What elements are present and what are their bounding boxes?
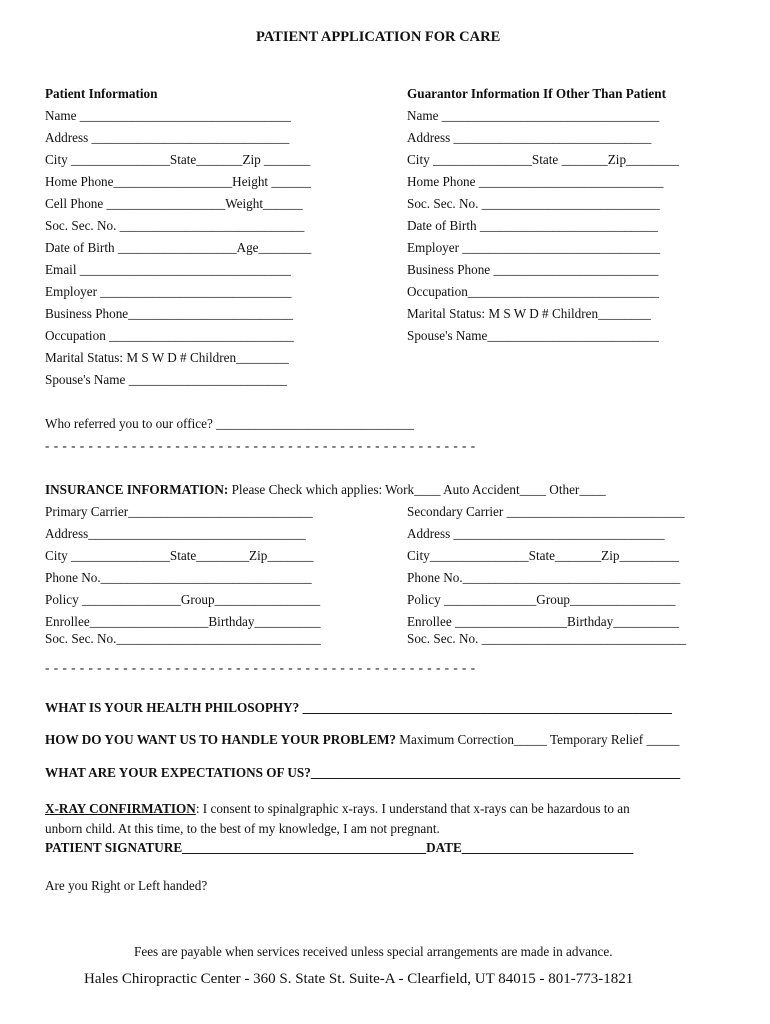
- handedness-question[interactable]: Are you Right or Left handed?: [45, 878, 208, 893]
- guarantor-employer-field[interactable]: Employer ______________________________: [407, 240, 661, 255]
- patient-cell-phone-weight-field[interactable]: Cell Phone __________________Weight______: [45, 196, 303, 211]
- primary-city-state-zip-field[interactable]: City _______________State________Zip_______: [45, 548, 314, 563]
- patient-city-state-zip-field[interactable]: City _______________State_______Zip _______: [45, 152, 311, 167]
- guarantor-spouse-name-field[interactable]: Spouse's Name__________________________: [407, 328, 659, 343]
- referral-field[interactable]: Who referred you to our office? ______________________________: [45, 416, 414, 431]
- clinic-address-footer: Hales Chiropractic Center - 360 S. State St. Suite-A - Clearfield, UT 84015 - 801-773-1821: [84, 971, 634, 987]
- secondary-city-state-zip-field[interactable]: City_______________State_______Zip_________: [407, 548, 679, 563]
- guarantor-occupation-field[interactable]: Occupation_____________________________: [407, 284, 660, 299]
- patient-marital-status-field[interactable]: Marital Status: M S W D # Children________: [45, 350, 289, 365]
- secondary-policy-group-field[interactable]: Policy ______________Group________________: [407, 592, 676, 607]
- primary-ssn-field[interactable]: Soc. Sec. No._______________________________: [45, 631, 321, 646]
- fees-notice: Fees are payable when services received unless special arrangements are made in advance.: [134, 944, 613, 959]
- primary-phone-field[interactable]: Phone No.________________________________: [45, 570, 312, 585]
- page-title: PATIENT APPLICATION FOR CARE: [256, 29, 501, 45]
- xray-consent-text-continued: unborn child. At this time, to the best of my knowledge, I am not pregnant.: [45, 821, 440, 836]
- patient-occupation-field[interactable]: Occupation ____________________________: [45, 328, 294, 343]
- primary-address-field[interactable]: Address_________________________________: [45, 526, 306, 541]
- handle-problem-line: [45, 732, 679, 748]
- patient-dob-age-field[interactable]: Date of Birth __________________Age________: [45, 240, 312, 255]
- patient-info-heading: Patient Information: [45, 86, 158, 101]
- handle-problem-question: HOW DO YOU WANT US TO HANDLE YOUR PROBLEM?: [45, 732, 396, 747]
- patient-email-field[interactable]: Email ________________________________: [45, 262, 291, 277]
- guarantor-city-state-zip-field[interactable]: City _______________State _______Zip________: [407, 152, 679, 167]
- secondary-ssn-field[interactable]: Soc. Sec. No. _______________________________: [407, 631, 687, 646]
- patient-ssn-field[interactable]: Soc. Sec. No. ____________________________: [45, 218, 305, 233]
- secondary-carrier-field[interactable]: Secondary Carrier ___________________________: [407, 504, 685, 519]
- section-divider-1: - - - - - - - - - - - - - - - - - - - - - - - - - - - - - - - - - - - - - - - - - - - - - - - - - -: [45, 438, 476, 453]
- patient-spouse-name-field[interactable]: Spouse's Name ________________________: [45, 372, 287, 387]
- guarantor-dob-field[interactable]: Date of Birth ___________________________: [407, 218, 658, 233]
- guarantor-business-phone-field[interactable]: Business Phone _________________________: [407, 262, 659, 277]
- patient-business-phone-field[interactable]: Business Phone_________________________: [45, 306, 294, 321]
- guarantor-marital-status-field[interactable]: Marital Status: M S W D # Children________: [407, 306, 651, 321]
- secondary-phone-field[interactable]: Phone No._________________________________: [407, 570, 681, 585]
- guarantor-info-heading: Guarantor Information If Other Than Patient: [407, 86, 666, 101]
- guarantor-home-phone-field[interactable]: Home Phone ____________________________: [407, 174, 664, 189]
- xray-consent-text: : I consent to spinalgraphic x-rays. I understand that x-rays can be hazardous to an: [195, 801, 630, 816]
- handle-problem-options[interactable]: Maximum Correction_____ Temporary Relief _____: [399, 732, 680, 747]
- xray-confirmation-label: X-RAY CONFIRMATION: [45, 801, 196, 816]
- insurance-applies-checks[interactable]: Please Check which applies: Work____ Auto Accident____ Other____: [231, 482, 606, 497]
- patient-signature-date-field[interactable]: PATIENT SIGNATURE_____________________________________DATE__________________________: [45, 840, 634, 855]
- guarantor-ssn-field[interactable]: Soc. Sec. No. ___________________________: [407, 196, 660, 211]
- secondary-enrollee-birthday-field[interactable]: Enrollee _________________Birthday__________: [407, 614, 680, 629]
- health-philosophy-field[interactable]: WHAT IS YOUR HEALTH PHILOSOPHY? ________________________________________________________: [45, 700, 672, 715]
- primary-policy-group-field[interactable]: Policy _______________Group________________: [45, 592, 321, 607]
- guarantor-address-field[interactable]: Address ______________________________: [407, 130, 652, 145]
- xray-confirmation-line: [45, 801, 630, 817]
- primary-enrollee-birthday-field[interactable]: Enrollee__________________Birthday__________: [45, 614, 321, 629]
- insurance-heading-line: [45, 482, 606, 498]
- secondary-address-field[interactable]: Address ________________________________: [407, 526, 665, 541]
- guarantor-name-field[interactable]: Name _________________________________: [407, 108, 660, 123]
- insurance-heading: INSURANCE INFORMATION:: [45, 482, 229, 497]
- section-divider-2: - - - - - - - - - - - - - - - - - - - - - - - - - - - - - - - - - - - - - - - - - - - - - - - - - -: [45, 660, 476, 675]
- patient-address-field[interactable]: Address ______________________________: [45, 130, 290, 145]
- primary-carrier-field[interactable]: Primary Carrier____________________________: [45, 504, 313, 519]
- expectations-field[interactable]: WHAT ARE YOUR EXPECTATIONS OF US?________________________________________________________: [45, 765, 681, 780]
- patient-home-phone-height-field[interactable]: Home Phone__________________Height ______: [45, 174, 311, 189]
- patient-employer-field[interactable]: Employer _____________________________: [45, 284, 292, 299]
- patient-name-field[interactable]: Name ________________________________: [45, 108, 291, 123]
